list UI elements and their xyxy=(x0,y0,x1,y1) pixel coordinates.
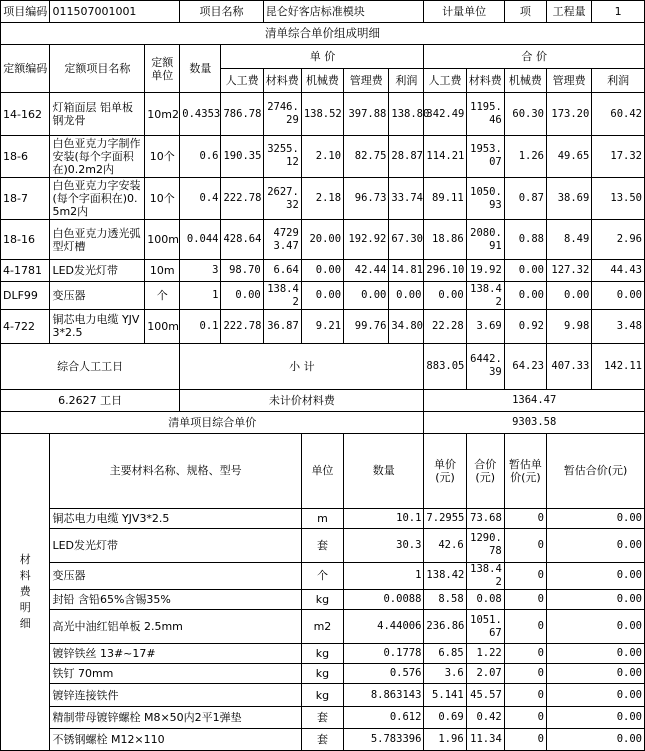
material-total: 45.57 xyxy=(466,684,504,706)
quota-cell-u-mach: 9.21 xyxy=(301,309,343,343)
material-name: 精制带母镀锌螺栓 M8×50内2平1弹垫 xyxy=(50,706,301,728)
quota-cell-u-mgmt: 99.76 xyxy=(344,309,389,343)
material-qty: 10.1 xyxy=(344,508,424,528)
quota-cell-unit: 100m xyxy=(145,309,180,343)
material-name: 镀锌连接铁件 xyxy=(50,684,301,706)
quota-cell-qty: 0.044 xyxy=(180,220,221,260)
quota-cell-name: 白色亚克力字安装(每个字面积在)0.5m2内 xyxy=(50,177,145,219)
material-name: 铜芯电力电缆 YJV3*2.5 xyxy=(50,508,301,528)
composite-value: 9303.58 xyxy=(424,412,645,434)
material-qty: 5.783396 xyxy=(344,728,424,750)
material-row xyxy=(1,528,645,562)
material-total: 1051.67 xyxy=(466,610,504,644)
col-t-machine: 机械费 xyxy=(504,69,546,93)
material-name: 镀锌铁丝 13#~17# xyxy=(50,644,301,664)
material-price: 236.86 xyxy=(424,610,466,644)
col-quantity: 数量 xyxy=(180,45,221,93)
col-unit-price: 单 价 xyxy=(221,45,424,69)
col-t-mgmt: 管理费 xyxy=(547,69,592,93)
subtotal-material: 6442.39 xyxy=(466,343,504,389)
quota-cell-t-labor: 22.28 xyxy=(424,309,466,343)
quota-cell-u-labor: 428.64 xyxy=(221,220,263,260)
subtotal-machine: 64.23 xyxy=(504,343,546,389)
material-price: 0.69 xyxy=(424,706,466,728)
quota-cell-t-labor: 114.21 xyxy=(424,135,466,177)
material-price: 5.141 xyxy=(424,684,466,706)
quota-cell-u-mgmt: 42.44 xyxy=(344,260,389,282)
labor-day-label: 综合人工工日 xyxy=(1,343,180,389)
quota-cell-u-labor: 98.70 xyxy=(221,260,263,282)
material-name: 变压器 xyxy=(50,562,301,589)
material-est-price: 0 xyxy=(504,664,546,684)
material-row xyxy=(1,706,645,728)
material-name: 铁钉 70mm xyxy=(50,664,301,684)
col-total-price: 合 价 xyxy=(424,45,645,69)
material-name: LED发光灯带 xyxy=(50,528,301,562)
quota-cell-qty: 0.4353 xyxy=(180,93,221,135)
material-est-total: 0.00 xyxy=(547,590,645,610)
material-est-total: 0.00 xyxy=(547,528,645,562)
material-est-total: 0.00 xyxy=(547,728,645,750)
material-row xyxy=(1,508,645,528)
project-header-row xyxy=(1,1,645,23)
quota-cell-t-profit: 60.42 xyxy=(592,93,645,135)
quota-cell-t-labor: 342.49 xyxy=(424,93,466,135)
quota-cell-name: 灯箱面层 铝单板 钢龙骨 xyxy=(50,93,145,135)
quota-cell-t-mgmt: 0.00 xyxy=(547,282,592,309)
material-est-total: 0.00 xyxy=(547,684,645,706)
material-est-price: 0 xyxy=(504,508,546,528)
material-name-col: 主要材料名称、规格、型号 xyxy=(50,434,301,508)
material-qty: 0.612 xyxy=(344,706,424,728)
quota-row xyxy=(1,135,645,177)
composite-label: 清单项目综合单价 xyxy=(1,412,424,434)
material-price-col: 单价(元) xyxy=(424,434,466,508)
material-est-price: 0 xyxy=(504,684,546,706)
quota-cell-t-labor: 0.00 xyxy=(424,282,466,309)
quota-cell-t-profit: 17.32 xyxy=(592,135,645,177)
quota-cell-u-mach: 20.00 xyxy=(301,220,343,260)
quota-cell-t-mat: 1953.07 xyxy=(466,135,504,177)
material-total: 138.42 xyxy=(466,562,504,589)
quota-cell-u-mat: 2627.32 xyxy=(263,177,301,219)
material-name: 封铅 含铅65%含锡35% xyxy=(50,590,301,610)
material-est-total: 0.00 xyxy=(547,562,645,589)
quota-cell-u-mat: 138.42 xyxy=(263,282,301,309)
quota-cell-u-labor: 190.35 xyxy=(221,135,263,177)
quota-cell-u-mach: 138.52 xyxy=(301,93,343,135)
material-est-price: 0 xyxy=(504,644,546,664)
material-est-price: 0 xyxy=(504,590,546,610)
subtotal-row xyxy=(1,343,645,389)
quota-cell-u-profit: 67.30 xyxy=(389,220,424,260)
quota-cell-u-profit: 33.74 xyxy=(389,177,424,219)
quota-cell-unit: 100m xyxy=(145,220,180,260)
material-row xyxy=(1,664,645,684)
quota-cell-t-profit: 44.43 xyxy=(592,260,645,282)
quota-cell-u-mgmt: 192.92 xyxy=(344,220,389,260)
material-price: 3.6 xyxy=(424,664,466,684)
quantity-value: 1 xyxy=(592,1,645,23)
col-quota-name: 定额项目名称 xyxy=(50,45,145,93)
material-price: 138.42 xyxy=(424,562,466,589)
material-name: 不锈钢螺栓 M12×110 xyxy=(50,728,301,750)
quota-cell-unit: 10m2 xyxy=(145,93,180,135)
col-t-labor: 人工费 xyxy=(424,69,466,93)
col-quota-code: 定额编码 xyxy=(1,45,50,93)
quota-cell-u-mach: 2.10 xyxy=(301,135,343,177)
material-unit: 套 xyxy=(301,706,343,728)
material-est-price: 0 xyxy=(504,728,546,750)
material-total: 2.07 xyxy=(466,664,504,684)
quota-cell-t-mach: 0.87 xyxy=(504,177,546,219)
quota-cell-u-mgmt: 82.75 xyxy=(344,135,389,177)
quota-cell-code: DLF99 xyxy=(1,282,50,309)
material-total: 1290.78 xyxy=(466,528,504,562)
material-price: 6.85 xyxy=(424,644,466,664)
quota-cell-u-profit: 0.00 xyxy=(389,282,424,309)
material-name: 高光中油红铝单板 2.5mm xyxy=(50,610,301,644)
unpriced-value: 1364.47 xyxy=(424,389,645,411)
quota-cell-u-mach: 2.18 xyxy=(301,177,343,219)
material-qty: 0.576 xyxy=(344,664,424,684)
quota-cell-t-mach: 60.30 xyxy=(504,93,546,135)
material-side-label: 材料费明细 xyxy=(1,434,50,751)
quota-cell-t-mach: 0.88 xyxy=(504,220,546,260)
material-total: 0.42 xyxy=(466,706,504,728)
quota-cell-qty: 0.6 xyxy=(180,135,221,177)
quota-cell-u-labor: 786.78 xyxy=(221,93,263,135)
quota-cell-u-labor: 222.78 xyxy=(221,309,263,343)
quota-cell-name: 铜芯电力电缆 YJV3*2.5 xyxy=(50,309,145,343)
material-total: 73.68 xyxy=(466,508,504,528)
quota-cell-t-mat: 19.92 xyxy=(466,260,504,282)
quota-cell-qty: 0.1 xyxy=(180,309,221,343)
material-est-price: 0 xyxy=(504,562,546,589)
material-total-col: 合价(元) xyxy=(466,434,504,508)
quota-cell-t-mgmt: 38.69 xyxy=(547,177,592,219)
col-u-mgmt: 管理费 xyxy=(344,69,389,93)
quota-cell-qty: 0.4 xyxy=(180,177,221,219)
material-unit: m xyxy=(301,508,343,528)
material-qty: 30.3 xyxy=(344,528,424,562)
quota-cell-u-profit: 34.80 xyxy=(389,309,424,343)
material-qty-col: 数量 xyxy=(344,434,424,508)
quota-cell-t-labor: 18.86 xyxy=(424,220,466,260)
material-header-row xyxy=(1,434,645,508)
material-unit: 个 xyxy=(301,562,343,589)
material-est-price-col: 暂估单价(元) xyxy=(504,434,546,508)
column-header-row-1 xyxy=(1,45,645,69)
quota-cell-name: 白色亚克力字制作安装(每个字面积在)0.2m2内 xyxy=(50,135,145,177)
subtotal-label: 小 计 xyxy=(180,343,424,389)
quota-row xyxy=(1,260,645,282)
quota-row xyxy=(1,220,645,260)
quota-cell-u-labor: 0.00 xyxy=(221,282,263,309)
material-est-total: 0.00 xyxy=(547,664,645,684)
subtotal-labor: 883.05 xyxy=(424,343,466,389)
material-price: 8.58 xyxy=(424,590,466,610)
quota-cell-t-profit: 3.48 xyxy=(592,309,645,343)
material-qty: 8.863143 xyxy=(344,684,424,706)
material-total: 11.34 xyxy=(466,728,504,750)
material-unit: 套 xyxy=(301,528,343,562)
quota-cell-unit: 10个 xyxy=(145,177,180,219)
material-est-total: 0.00 xyxy=(547,610,645,644)
col-u-material: 材料费 xyxy=(263,69,301,93)
project-name-label: 项目名称 xyxy=(180,1,263,23)
section-title-row xyxy=(1,23,645,45)
material-qty: 4.44006 xyxy=(344,610,424,644)
col-quota-unit: 定额单位 xyxy=(145,45,180,93)
quota-cell-t-mat: 1050.93 xyxy=(466,177,504,219)
quota-cell-u-mat: 3255.12 xyxy=(263,135,301,177)
material-est-total: 0.00 xyxy=(547,644,645,664)
quota-cell-t-mach: 0.00 xyxy=(504,282,546,309)
quota-cell-u-profit: 28.87 xyxy=(389,135,424,177)
material-unit-col: 单位 xyxy=(301,434,343,508)
quota-cell-t-mgmt: 127.32 xyxy=(547,260,592,282)
quota-cell-t-mach: 0.00 xyxy=(504,260,546,282)
quota-cell-t-mat: 2080.91 xyxy=(466,220,504,260)
quota-cell-t-mach: 0.92 xyxy=(504,309,546,343)
project-name-value: 昆仑好客店标准模块 xyxy=(263,1,424,23)
quota-cell-u-mach: 0.00 xyxy=(301,260,343,282)
section-title: 清单综合单价组成明细 xyxy=(1,23,645,45)
quota-cell-name: 白色亚克力透光弧型灯槽 xyxy=(50,220,145,260)
unpriced-label: 未计价材料费 xyxy=(180,389,424,411)
material-price: 7.2955 xyxy=(424,508,466,528)
quota-cell-name: LED发光灯带 xyxy=(50,260,145,282)
quota-cell-unit: 个 xyxy=(145,282,180,309)
quota-cell-t-profit: 0.00 xyxy=(592,282,645,309)
material-est-total-col: 暂估合价(元) xyxy=(547,434,645,508)
quota-cell-code: 18-7 xyxy=(1,177,50,219)
unit-value: 项 xyxy=(504,1,546,23)
material-row xyxy=(1,590,645,610)
quota-cell-t-profit: 2.96 xyxy=(592,220,645,260)
quota-cell-t-mgmt: 49.65 xyxy=(547,135,592,177)
material-qty: 0.0088 xyxy=(344,590,424,610)
quota-cell-unit: 10个 xyxy=(145,135,180,177)
quota-cell-u-labor: 222.78 xyxy=(221,177,263,219)
quota-cell-u-mat: 47293.47 xyxy=(263,220,301,260)
material-est-total: 0.00 xyxy=(547,508,645,528)
material-unit: kg xyxy=(301,644,343,664)
material-unit: kg xyxy=(301,684,343,706)
unit-label: 计量单位 xyxy=(424,1,504,23)
quota-row xyxy=(1,309,645,343)
col-u-machine: 机械费 xyxy=(301,69,343,93)
material-qty: 0.1778 xyxy=(344,644,424,664)
material-price: 1.96 xyxy=(424,728,466,750)
quota-cell-code: 4-1781 xyxy=(1,260,50,282)
quota-cell-t-mgmt: 9.98 xyxy=(547,309,592,343)
subtotal-profit: 142.11 xyxy=(592,343,645,389)
quota-row xyxy=(1,282,645,309)
material-row xyxy=(1,644,645,664)
quota-row xyxy=(1,177,645,219)
material-row xyxy=(1,684,645,706)
material-unit: kg xyxy=(301,590,343,610)
composite-row xyxy=(1,412,645,434)
unpriced-row xyxy=(1,389,645,411)
quota-cell-t-mach: 1.26 xyxy=(504,135,546,177)
quota-cell-t-mat: 138.42 xyxy=(466,282,504,309)
col-u-profit: 利润 xyxy=(389,69,424,93)
quota-cell-t-mgmt: 8.49 xyxy=(547,220,592,260)
quota-cell-t-mat: 3.69 xyxy=(466,309,504,343)
material-unit: kg xyxy=(301,664,343,684)
material-unit: m2 xyxy=(301,610,343,644)
material-row xyxy=(1,610,645,644)
material-unit: 套 xyxy=(301,728,343,750)
quota-row xyxy=(1,93,645,135)
quota-cell-u-mat: 6.64 xyxy=(263,260,301,282)
workdays-value: 6.2627 工日 xyxy=(1,389,180,411)
quota-cell-t-mgmt: 173.20 xyxy=(547,93,592,135)
quota-cell-u-mgmt: 0.00 xyxy=(344,282,389,309)
quota-cell-code: 18-6 xyxy=(1,135,50,177)
quota-cell-qty: 3 xyxy=(180,260,221,282)
quota-cell-t-labor: 89.11 xyxy=(424,177,466,219)
quota-cell-u-profit: 138.80 xyxy=(389,93,424,135)
quota-cell-u-mgmt: 397.88 xyxy=(344,93,389,135)
quota-cell-code: 18-16 xyxy=(1,220,50,260)
quota-cell-t-mat: 1195.46 xyxy=(466,93,504,135)
quota-cell-code: 4-722 xyxy=(1,309,50,343)
quota-cell-u-mat: 2746.29 xyxy=(263,93,301,135)
material-qty: 1 xyxy=(344,562,424,589)
quota-cell-u-mach: 0.00 xyxy=(301,282,343,309)
quantity-label: 工程量 xyxy=(547,1,592,23)
material-row xyxy=(1,562,645,589)
quota-cell-t-labor: 296.10 xyxy=(424,260,466,282)
material-est-total: 0.00 xyxy=(547,706,645,728)
material-row xyxy=(1,728,645,750)
quota-cell-u-mat: 36.87 xyxy=(263,309,301,343)
subtotal-mgmt: 407.33 xyxy=(547,343,592,389)
col-u-labor: 人工费 xyxy=(221,69,263,93)
quota-cell-name: 变压器 xyxy=(50,282,145,309)
material-total: 1.22 xyxy=(466,644,504,664)
quota-cell-t-profit: 13.50 xyxy=(592,177,645,219)
material-est-price: 0 xyxy=(504,528,546,562)
quota-cell-unit: 10m xyxy=(145,260,180,282)
quota-cell-u-profit: 14.81 xyxy=(389,260,424,282)
material-total: 0.08 xyxy=(466,590,504,610)
col-t-material: 材料费 xyxy=(466,69,504,93)
quota-cell-u-mgmt: 96.73 xyxy=(344,177,389,219)
material-price: 42.6 xyxy=(424,528,466,562)
material-est-price: 0 xyxy=(504,706,546,728)
project-code-label: 项目编码 xyxy=(1,1,50,23)
col-t-profit: 利润 xyxy=(592,69,645,93)
material-est-price: 0 xyxy=(504,610,546,644)
project-code-value: 011507001001 xyxy=(50,1,180,23)
quota-cell-code: 14-162 xyxy=(1,93,50,135)
quota-cell-qty: 1 xyxy=(180,282,221,309)
